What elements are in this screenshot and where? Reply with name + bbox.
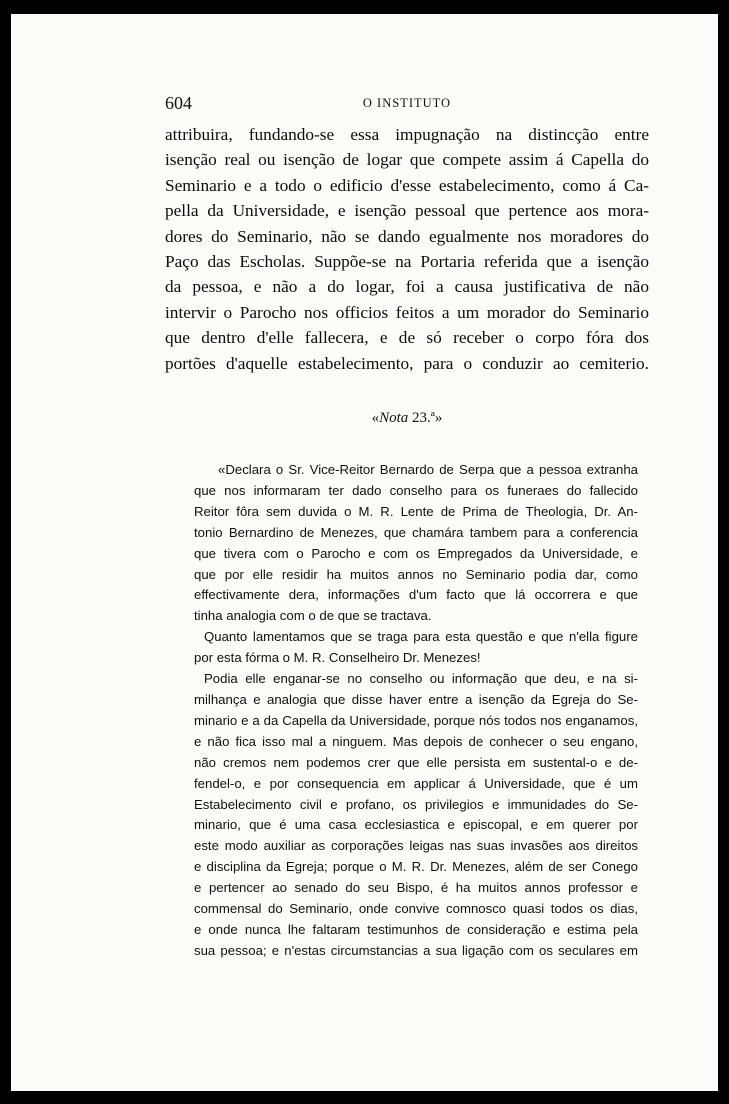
text-line: dores do Seminario, não se dando egualmente nos moradores do: [165, 226, 649, 246]
note-line: este modo auxiliar as corporações leigas nas suas invasões aos direitos: [194, 838, 638, 854]
text-line: Seminario e a todo o edificio d'esse estabelecimento, como á Ca-: [165, 175, 649, 195]
page-number: 604: [165, 93, 192, 113]
text-line: portões d'aquelle estabelecimento, para o conduzir ao cemiterio.: [165, 353, 649, 373]
note-line: tonio Bernardino de Menezes, que chamára tambem para a conferencia: [194, 524, 638, 540]
note-line: minario, que é uma casa ecclesiastica e episcopal, e em querer por: [194, 817, 638, 833]
text-line: isenção real ou isenção de logar que compete assim á Capella do: [165, 150, 649, 170]
note-heading-number: 23.ª: [412, 410, 435, 426]
note-body: [194, 460, 638, 962]
note-line: que tivera com o Parocho e com os Empregados da Universidade, e: [194, 545, 638, 561]
note-line: que nos informaram ter dado conselho para os funeraes do fallecido: [194, 482, 638, 498]
running-head: O INSTITUTO: [362, 96, 452, 110]
note-heading-label: Nota: [379, 410, 409, 426]
text-line: que dentro d'elle fallecera, e de só receber o corpo fóra dos: [165, 328, 649, 348]
note-line: Reitor fôra sem duvida o M. R. Lente de Prima de Theologia, Dr. An-: [194, 503, 638, 519]
note-line: effectivamente dera, informações d'um facto que lá occorrera e que: [194, 587, 638, 603]
note-line: não cremos nem podemos crer que elle persista em sustental-o e de-: [194, 754, 638, 770]
note-line: que por elle residir ha muitos annos no Seminario podia dar, como: [194, 566, 638, 582]
note-heading-close-quote: »: [434, 410, 443, 426]
note-line: Quanto lamentamos que se traga para esta questão e que n'ella figure: [204, 629, 638, 645]
note-line: minario e a da Capella da Universidade, porque nós todos nos enganamos,: [194, 712, 638, 728]
note-line: milhança e analogia que disse haver entre a isenção da Egreja do Se-: [194, 691, 638, 707]
note-line: fendel-o, e por consequencia em applicar á Universidade, que é um: [194, 775, 638, 791]
note-line: commensal do Seminario, onde convive comnosco quasi todos os dias,: [194, 901, 638, 917]
note-line: tinha analogia com o de que se tractava.: [194, 608, 432, 624]
text-line: attribuira, fundando-se essa impugnação na distincção entre: [165, 125, 649, 144]
note-heading-open-quote: «: [371, 410, 380, 426]
text-line: da pessoa, e não a do logar, foi a causa justificativa de não: [165, 277, 649, 297]
note-line: sua pessoa; e n'estas circumstancias a sua ligação com os seculares em: [194, 942, 638, 958]
main-paragraph: [165, 122, 649, 376]
note-line: e pertencer ao senado do seu Bispo, é ha muitos annos professor e: [194, 880, 638, 896]
text-line: pella da Universidade, e isenção pessoal que pertence aos mora-: [165, 201, 649, 221]
note-line: «Declara o Sr. Vice-Reitor Bernardo de Serpa que a pessoa extranha: [218, 462, 638, 477]
book-page: [11, 14, 718, 1091]
note-line: e disciplina da Egreja; porque o M. R. Dr. Menezes, além de ser Conego: [194, 859, 638, 875]
note-line: Estabelecimento civil e profano, os privilegios e immunidades do Se-: [194, 796, 638, 812]
note-line: Podia elle enganar-se no conselho ou informação que deu, e na si-: [204, 671, 638, 687]
text-line: intervir o Parocho nos officios feitos a um morador do Seminario: [165, 302, 649, 322]
note-line: e não fica isso mal a ninguem. Mas depois de conhecer o seu engano,: [194, 733, 638, 749]
note-line: e onde nunca lhe faltaram testimunhos de consideração e estima pela: [194, 921, 638, 937]
note-heading: [165, 410, 649, 427]
page-header: [165, 93, 649, 117]
text-line: Paço das Escholas. Suppõe-se na Portaria referida que a isenção: [165, 252, 649, 272]
note-line: por esta fórma o M. R. Conselheiro Dr. Menezes!: [194, 650, 481, 666]
